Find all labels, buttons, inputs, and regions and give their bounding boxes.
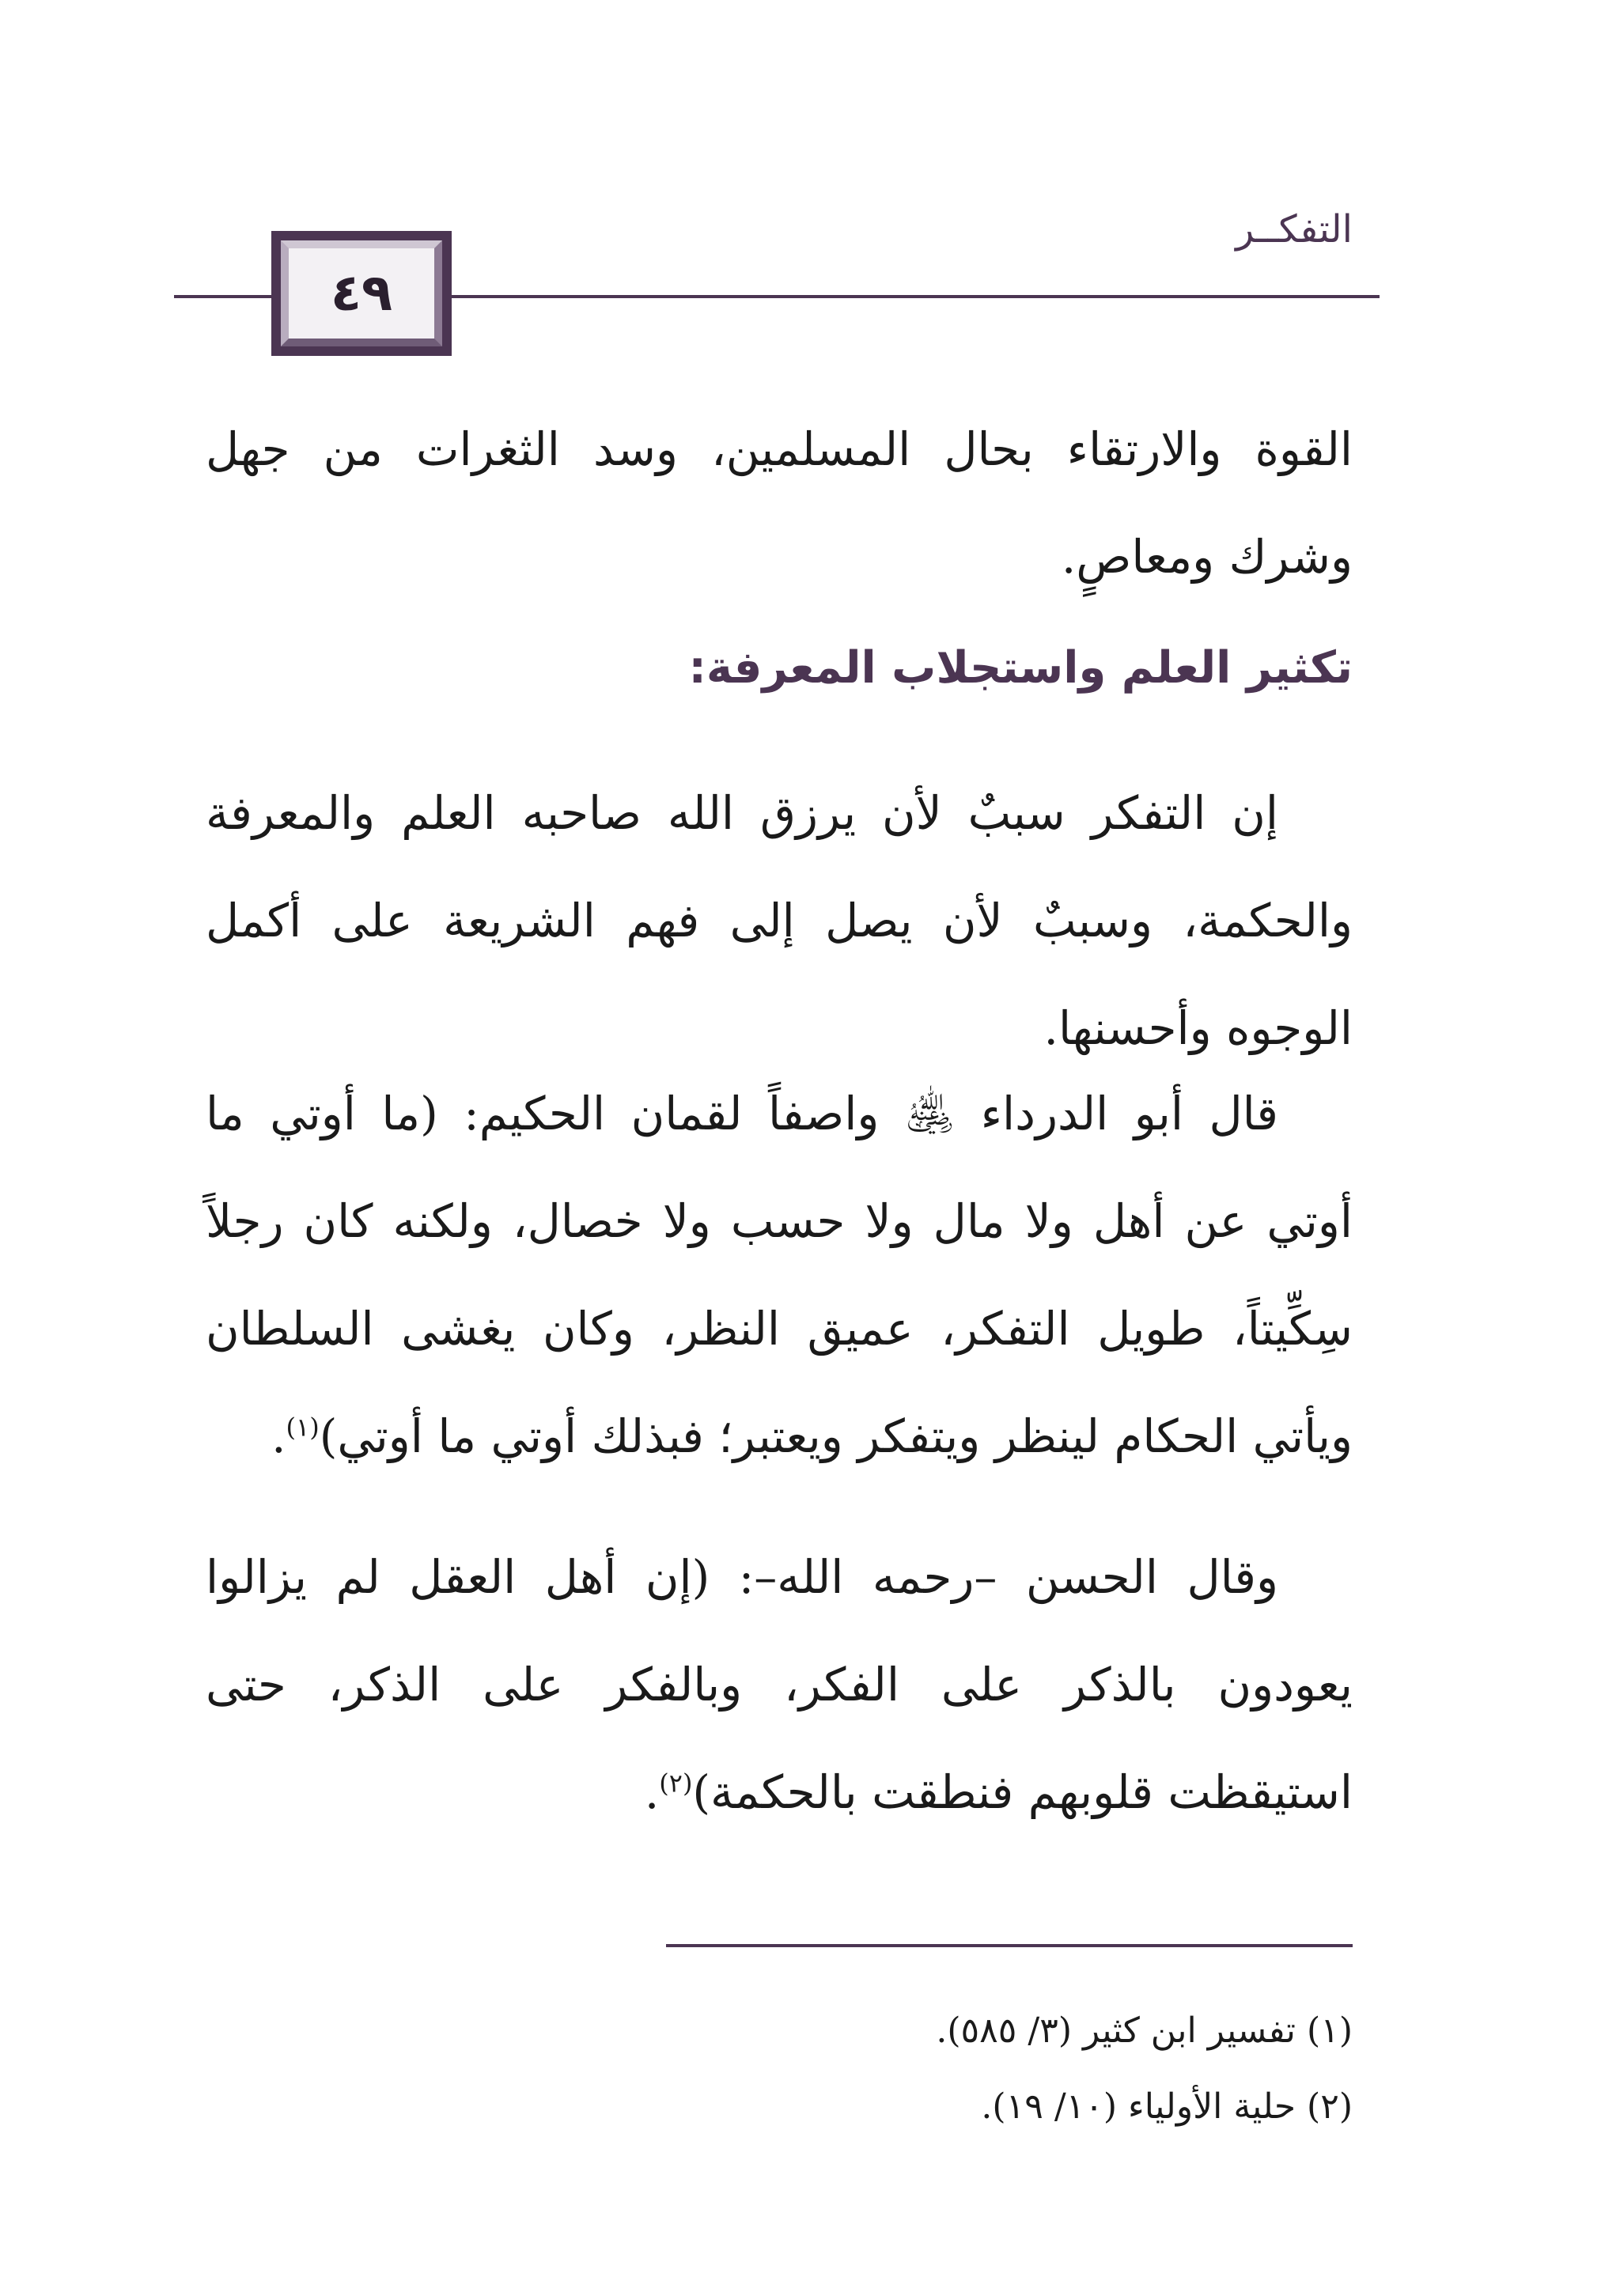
page-number-box — [271, 231, 452, 356]
running-title: التفكــر — [1236, 207, 1353, 252]
paragraph-continuation: القوة والارتقاء بحال المسلمين، وسد الثغرات من جهل وشرك ومعاصٍ. — [206, 422, 1353, 584]
footnote-ref-2: (٢) — [659, 1768, 693, 1799]
footnote-rule — [666, 1944, 1353, 1947]
quote-end: . — [271, 1409, 286, 1463]
page-number-bevel — [281, 240, 442, 346]
paragraph-abu-darda-quote — [206, 1060, 1353, 1490]
quote-end: . — [644, 1765, 660, 1819]
footnote-1: (١) تفسير ابن كثير (٣/ ٥٨٥). — [936, 2010, 1353, 2051]
quote-text: وقال الحسن –رحمه الله–: (إن أهل العقل لم يزالوا يعودون بالذكر على الفكر، وبالفكر على الذكر، حتى استيقظت قلوبهم فنطقت بالحكمة) — [206, 1550, 1353, 1819]
paragraph-hasan-quote — [206, 1523, 1353, 1846]
quote-text: قال أبو الدرداء ﵁ واصفاً لقمان الحكيم: (ما أوتي ما أوتي عن أهل ولا مال ولا حسب ولا خصال، ولكنه كان رجلاً سِكِّيتاً، طويل التفكر، عميق النظر، وكان يغشى السلطان ويأتي الحكام لينظر ويتفكر ويعتبر؛ فبذلك أوتي ما أوتي) — [206, 1087, 1353, 1463]
footnote-ref-1: (١) — [286, 1412, 320, 1443]
section-heading: تكثير العلم واستجلاب المعرفة: — [688, 642, 1353, 694]
paragraph-knowledge: إن التفكر سببٌ لأن يرزق الله صاحبه العلم والمعرفة والحكمة، وسببٌ لأن يصل إلى فهم الشريعة على أكمل الوجوه وأحسنها. — [206, 786, 1353, 1055]
footnotes — [936, 1993, 1353, 2145]
footnote-2: (٢) حلية الأولياء (١٠/ ١٩). — [981, 2086, 1353, 2127]
page-number: ٤٩ — [330, 264, 393, 323]
